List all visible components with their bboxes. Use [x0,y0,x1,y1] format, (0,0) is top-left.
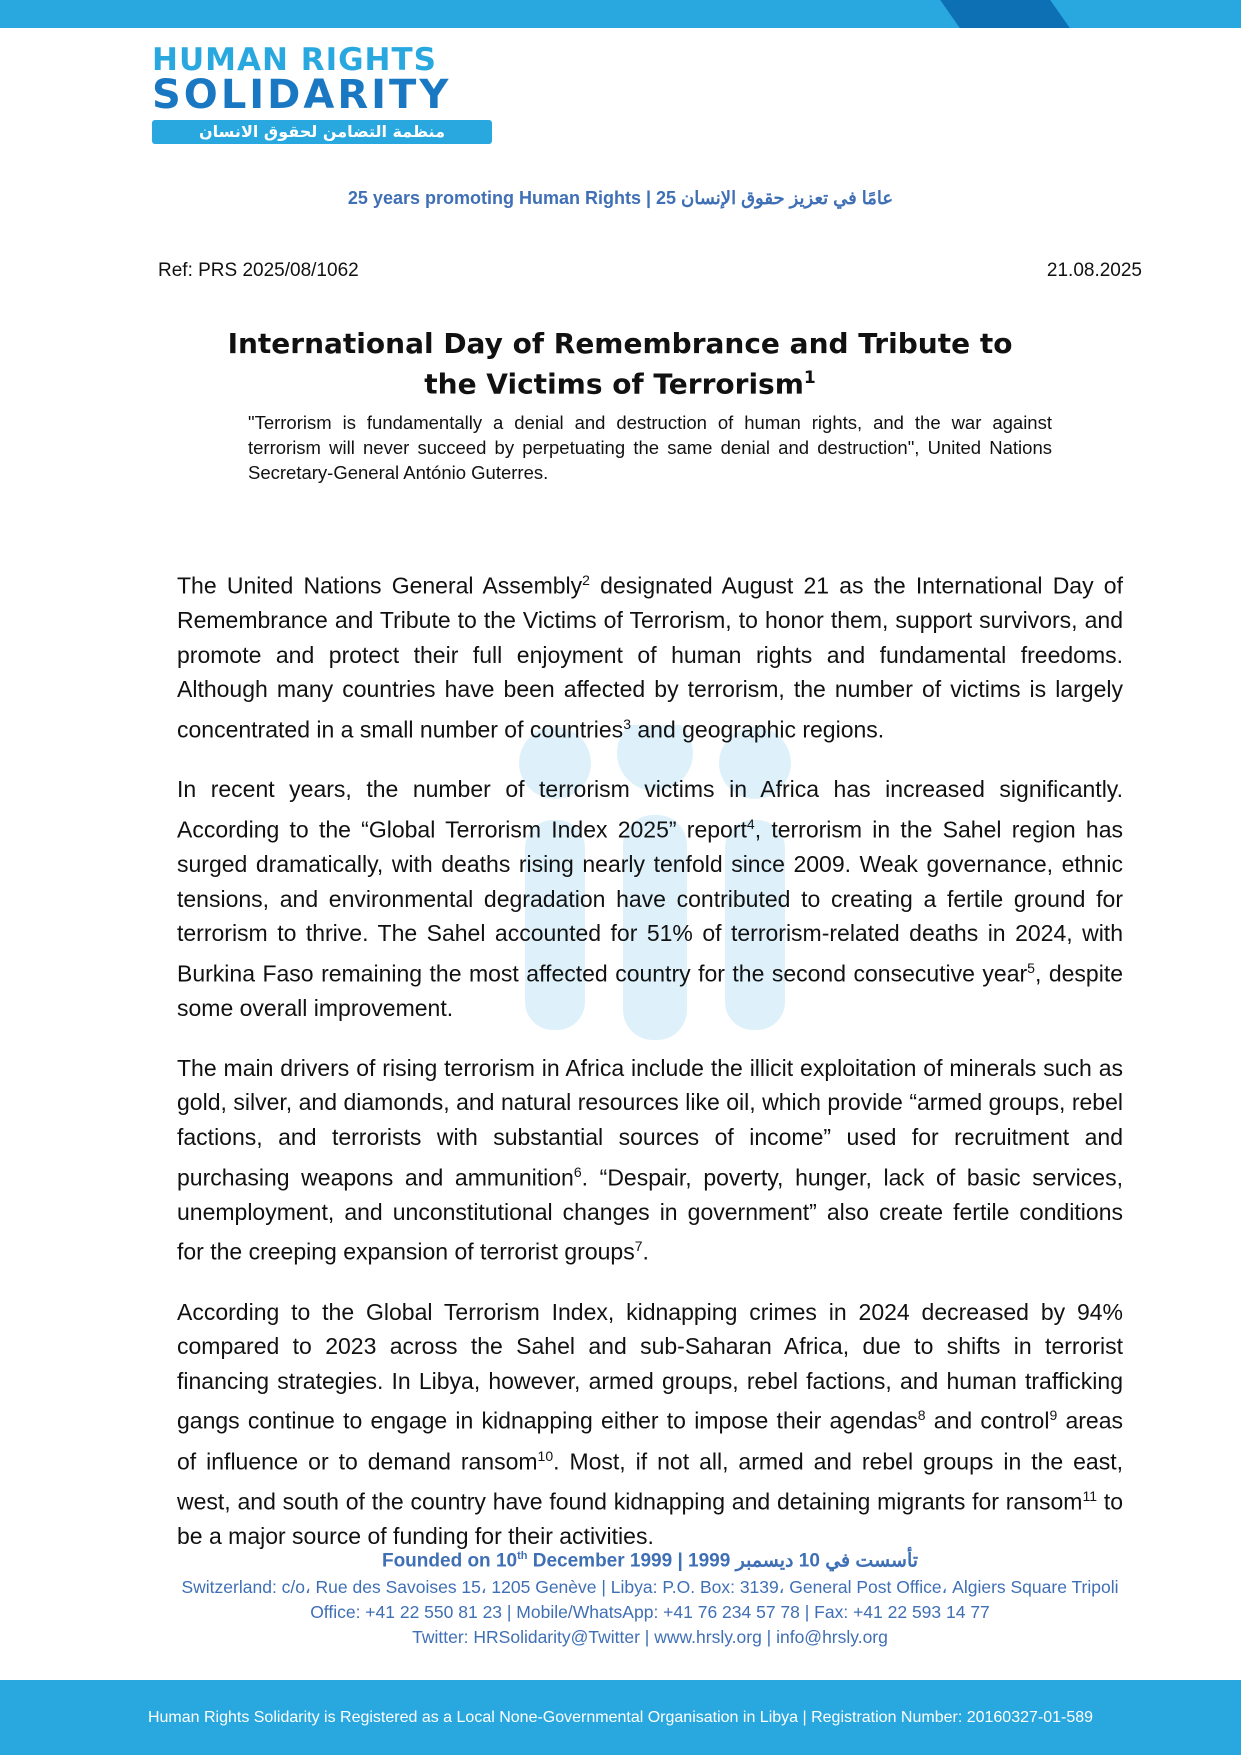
reference-number: Ref: PRS 2025/08/1062 [158,260,359,281]
paragraph: The main drivers of rising terrorism in Africa include the illicit exploitation of minerals such as gold, silver, and diamonds, and natural resources like oil, which provide “armed groups, rebel factions, and terrorists with substantial sources of income” used for recruitment and purchasing weapons and ammunition$^6$. “Despair, poverty, hunger, lack of basic services, unemployment, and unconstitutional changes in government” also create fertile conditions for the creeping expansion of terrorist groups$^7$. [177,1054,1123,1266]
footnote-ref: 8 [917,1407,926,1424]
footnote-ref: 10 [537,1447,554,1464]
logo-arabic-bar: منظمة التضامن لحقوق الانسان [152,120,492,144]
logo-line-1: HUMAN RIGHTS [152,42,437,78]
page-footer [170,1542,1130,1650]
opening-quote: "Terrorism is fundamentally a denial and destruction of human rights, and the war against terrorism will never succeed by perpetuating the same denial and destruction", United Nations Secretary-General António Guterres. [248,412,1052,483]
document-date: 21.08.2025 [1046,260,1142,281]
footer-phones: Office: +41 22 550 81 23 | Mobile/WhatsApp: +41 76 234 57 78 | Fax: +41 22 593 14 77 [310,1602,990,1623]
footnote-ref: 5 [1027,959,1035,976]
footer-web-links[interactable]: Twitter: HRSolidarity@Twitter | www.hrsly.org | info@hrsly.org [412,1627,888,1648]
founded-line: Founded on 10th December 1999 | 1999 تأسست في 10 ديسمبر [381,1550,919,1572]
footnote-ref: 6 [573,1163,582,1180]
top-banner-stripe [940,0,1070,28]
paragraph: The United Nations General Assembly$^2$ designated August 21 as the International Day of Remembrance and Tribute to the Victims of Terrorism, to honor them, support survivors, and promote and protect their full enjoyment of human rights and fundamental freedoms. Although many countries have been affected by terrorism, the number of victims is largely concentrated in a small number of countries$^3$ and geographic regions. [177,572,1123,743]
paragraph: According to the Global Terrorism Index, kidnapping crimes in 2024 decreased by 94% compared to 2023 across the Sahel and sub-Saharan Africa, due to shifts in terrorist financing strategies. In Libya, however, armed groups, rebel factions, and human trafficking gangs continue to engage in kidnapping either to impose their agendas$^8$ and control$^9$ areas of influence or to demand ransom$^{10}$. Most, if not all, armed and rebel groups in the east, west, and south of the country have found kidnapping and detaining migrants for ransom$^{11}$ to be a major source of funding for their activities. [177,1298,1123,1550]
title-text: International Day of Remembrance and Tribute to the Victims of Terrorism [227,327,1013,401]
registration-banner: Human Rights Solidarity is Registered as a Local None-Governmental Organisation in Libya | Registration Number: 20160327-01-589 [0,1680,1241,1755]
tagline: 25 years promoting Human Rights | 25 عامًا في تعزيز حقوق الإنسان [347,188,894,208]
footnote-ref: 2 [582,572,590,588]
footnote-ref: 7 [634,1238,643,1255]
document-body [177,563,1123,1579]
footnote-ref: 11 [1082,1487,1098,1504]
organization-logo [152,38,492,146]
footnote-ref: 3 [623,716,631,733]
footnote-ref: 9 [1049,1407,1058,1424]
footer-address: Switzerland: c/o، Rue des Savoises 15، 1205 Genève | Libya: P.O. Box: 3139، General Post Office، Algiers Square Tripoli [181,1577,1119,1598]
logo-line-2: SOLIDARITY [152,72,452,118]
paragraph: In recent years, the number of terrorism victims in Africa has increased significantly. According to the “Global Terrorism Index 2025” report$^4$, terrorism in the Sahel region has surged dramatically, with deaths rising nearly tenfold since 2009. Weak governance, ethnic tensions, and environmental degradation have contributed to creating a fertile ground for terrorism to thrive. The Sahel accounted for 51% of terrorism-related deaths in 2024, with Burkina Faso remaining the most affected country for the second consecutive year$^5$, despite some overall improvement. [177,776,1123,1022]
footnote-ref: 1 [803,368,816,388]
document-title [200,326,1040,401]
footnote-ref: 4 [746,815,755,832]
